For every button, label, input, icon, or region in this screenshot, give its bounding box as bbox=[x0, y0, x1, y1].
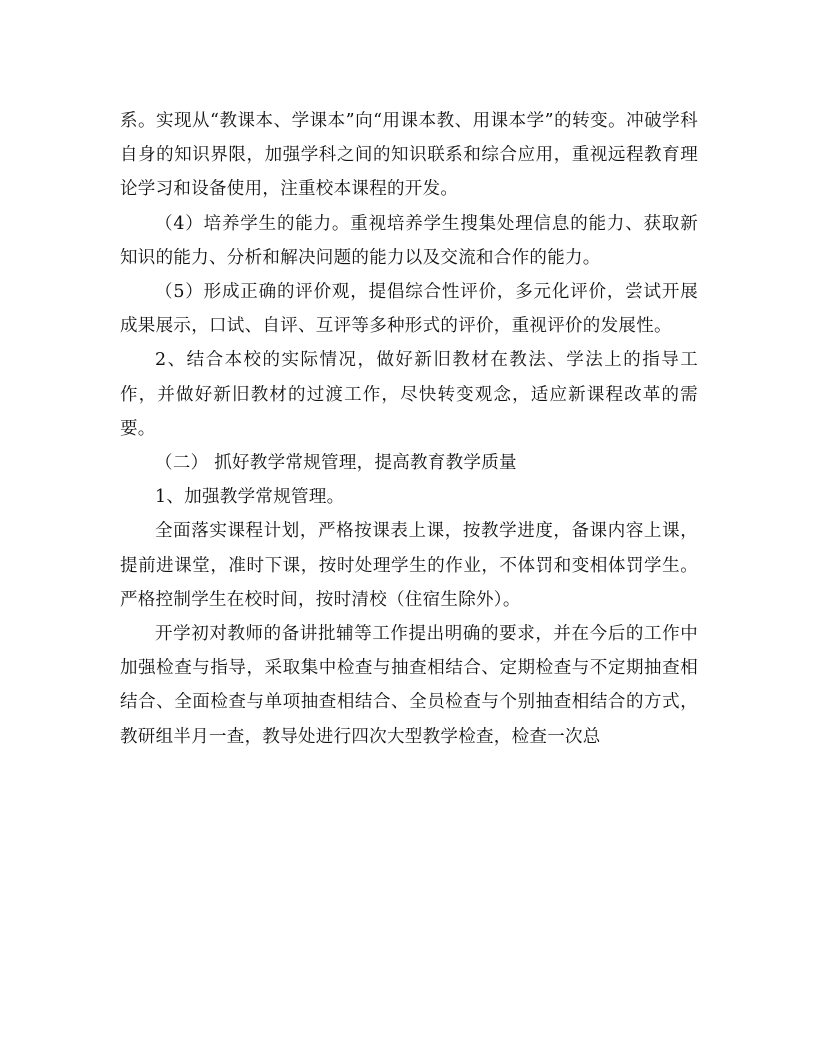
paragraph-item-4: （4）培养学生的能力。重视培养学生搜集处理信息的能力、获取新知识的能力、分析和解决问题的能力以及交流和合作的能力。 bbox=[120, 213, 698, 268]
paragraph-item-5: （5）形成正确的评价观，提倡综合性评价，多元化评价，尝试开展成果展示，口试、自评、互评等多种形式的评价，重视评价的发展性。 bbox=[120, 282, 698, 337]
paragraph-point-2: 2、结合本校的实际情况，做好新旧教材在教法、学法上的指导工作，并做好新旧教材的过渡工作，尽快转变观念，适应新课程改革的需要。 bbox=[120, 350, 698, 439]
paragraph-routine: 全面落实课程计划，严格按课表上课，按教学进度，备课内容上课，提前进课堂，准时下课，按时处理学生的作业，不体罚和变相体罚学生。严格控制学生在校时间，按时清校（住宿生除外）。 bbox=[120, 521, 698, 610]
paragraph-inspection: 开学初对教师的备讲批辅等工作提出明确的要求，并在今后的工作中加强检查与指导，采取集中检查与抽查相结合、定期检查与不定期抽查相结合、全面检查与单项抽查相结合、全员检查与个别抽查相结合的方式，教研组半月一查，教导处进行四次大型教学检查，检查一次总 bbox=[120, 624, 698, 747]
section-heading-2: （二） 抓好教学常规管理，提高教育教学质量 bbox=[155, 453, 517, 474]
document-body bbox=[120, 104, 698, 754]
paragraph-continuation: 系。实现从“教课本、学课本”向“用课本教、用课本学”的转变。冲破学科自身的知识界限，加强学科之间的知识联系和综合应用，重视远程教育理论学习和设备使用，注重校本课程的开发。 bbox=[120, 111, 698, 200]
subheading-1: 1、加强教学常规管理。 bbox=[155, 487, 345, 508]
